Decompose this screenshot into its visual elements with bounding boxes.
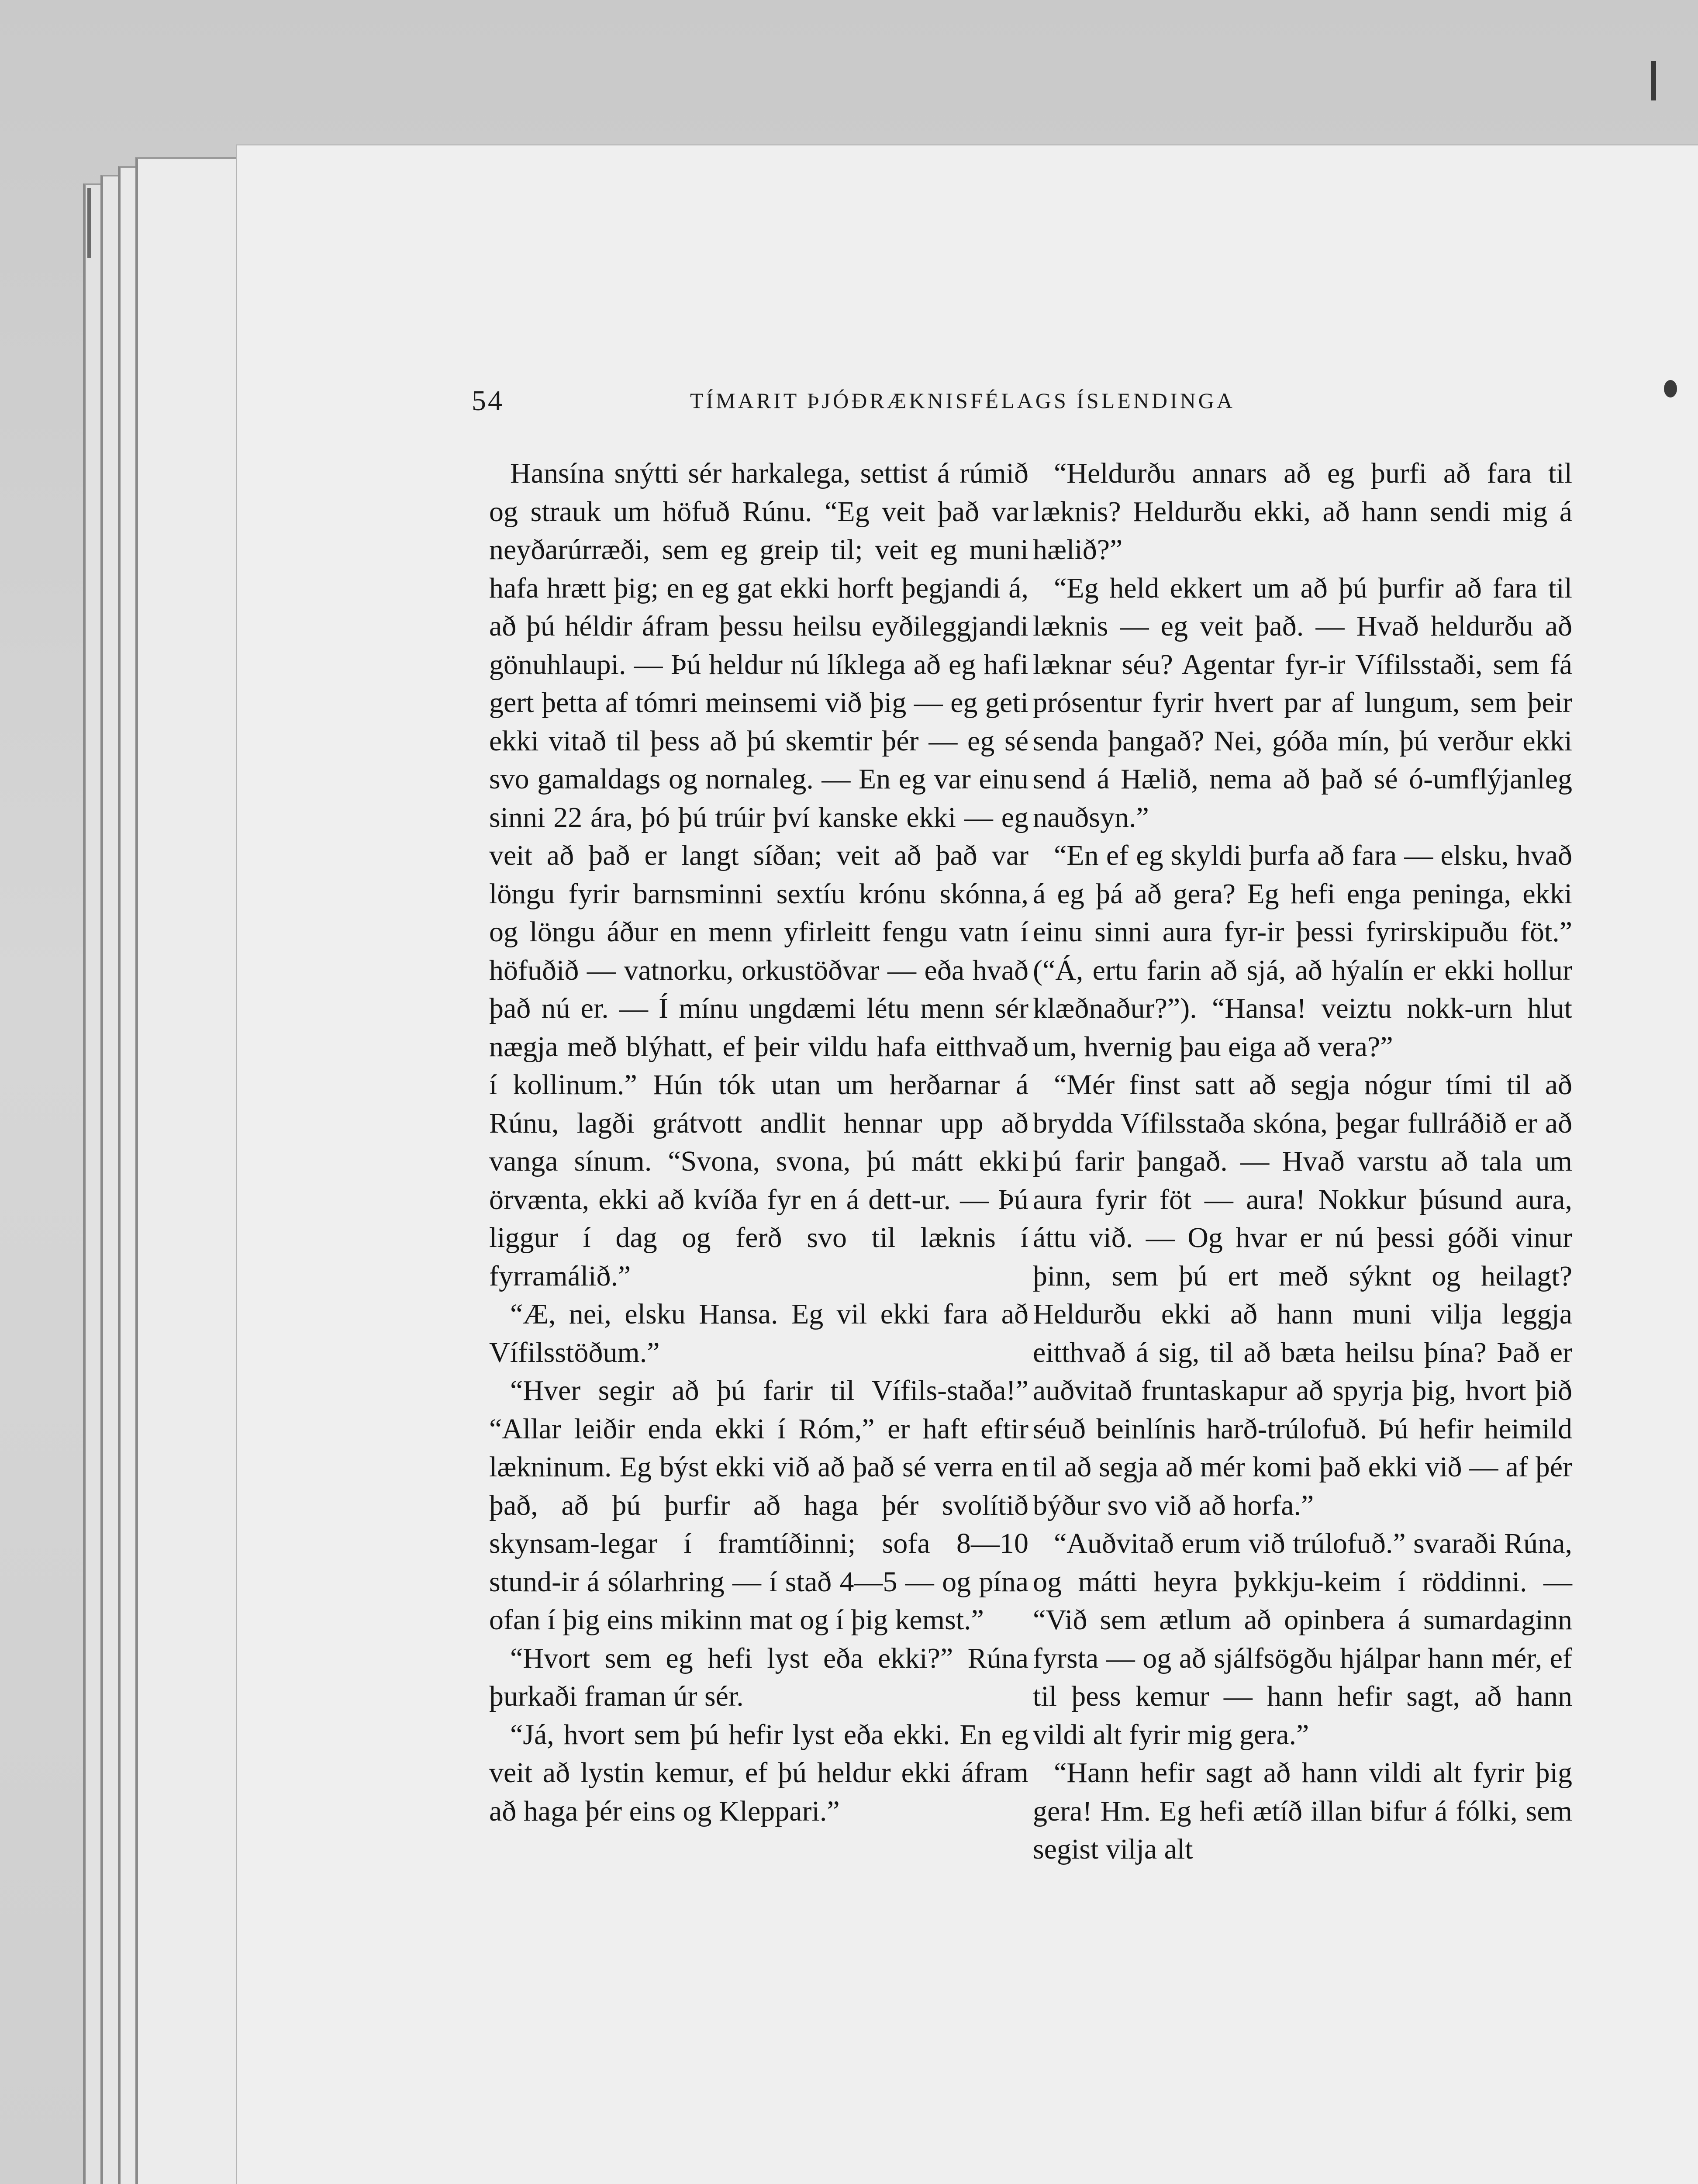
- paragraph: Hansína snýtti sér harkalega, settist á rúmið og strauk um höfuð Rúnu. “Eg veit það var neyðarúrræði, sem eg greip til; veit eg muni hafa hrætt þig; en eg gat ekki horft þegjandi á, að þú héldir áfram þessu heilsu eyðileggjandi gönuhlaupi. — Þú heldur nú líklega að eg hafi gert þetta af tómri meinsemi við þig — eg geti ekki vitað til þess að þú skemtir þér — eg sé svo gamaldags og nornaleg. — En eg var einu sinni 22 ára, þó þú trúir því kanske ekki — eg veit að það er langt síðan; veit að það var löngu fyrir barnsminni sextíu krónu skónna, og löngu áður en menn yfirleitt fengu vatn í höfuðið — vatnorku, orkustöðvar — eða hvað það nú er. — Í mínu ungdæmi létu menn sér nægja með blýhatt, ef þeir vildu hafa eitthvað í kollinum.” Hún tók utan um herðarnar á Rúnu, lagði grátvott andlit hennar upp að vanga sínum. “Svona, svona, þú mátt ekki örvænta, ekki að kvíða fyr en á dett-ur. — Þú liggur í dag og ferð svo til læknis í fyrramálið.”: [489, 457, 1028, 1292]
- right-column: [1033, 454, 1572, 1869]
- paragraph: “Já, hvort sem þú hefir lyst eða ekki. En eg veit að lystin kemur, ef þú heldur ekki áfram að haga þér eins og Kleppari.”: [489, 1718, 1028, 1827]
- film-artifact: [87, 188, 91, 258]
- page-number: 54: [472, 385, 504, 417]
- paragraph: “Hvort sem eg hefi lyst eða ekki?” Rúna þurkaði framan úr sér.: [489, 1642, 1028, 1712]
- paragraph: “Auðvitað erum við trúlofuð.” svaraði Rúna, og mátti heyra þykkju-keim í röddinni. — “Við sem ætlum að opinbera á sumardaginn fyrsta — og að sjálfsögðu hjálpar hann mér, ef til þess kemur — hann hefir sagt, að hann vildi alt fyrir mig gera.”: [1033, 1527, 1572, 1751]
- paragraph: “Hann hefir sagt að hann vildi alt fyrir þig gera! Hm. Eg hefi ætíð illan bifur á fólki, sem segist vilja alt: [1033, 1757, 1572, 1865]
- paragraph: “Hver segir að þú farir til Vífils-staða!” “Allar leiðir enda ekki í Róm,” er haft eftir lækninum. Eg býst ekki við að það sé verra en það, að þú þurfir að haga þér svolítið skynsam-legar í framtíðinni; sofa 8—10 stund-ir á sólarhring — í stað 4—5 — og pína ofan í þig eins mikinn mat og í þig kemst.”: [489, 1375, 1028, 1636]
- film-artifact: [1651, 61, 1656, 100]
- running-title: TÍMARIT ÞJÓÐRÆKNISFÉLAGS ÍSLENDINGA: [690, 388, 1236, 413]
- paragraph: “Eg held ekkert um að þú þurfir að fara til læknis — eg veit það. — Hvað heldurðu að læknar séu? Agentar fyr-ir Vífilsstaði, sem fá prósentur fyrir hvert par af lungum, sem þeir senda þangað? Nei, góða mín, þú verður ekki send á Hælið, nema að það sé ó-umflýjanleg nauðsyn.”: [1033, 572, 1572, 833]
- paragraph: “Æ, nei, elsku Hansa. Eg vil ekki fara að Vífilsstöðum.”: [489, 1298, 1028, 1368]
- paragraph: “En ef eg skyldi þurfa að fara — elsku, hvað á eg þá að gera? Eg hefi enga peninga, ekki einu sinni aura fyr-ir þessi fyrirskipuðu föt.” (“Á, ertu farin að sjá, að hýalín er ekki hollur klæðnaður?”). “Hansa! veiztu nokk-urn hlut um, hvernig þau eiga að vera?”: [1033, 840, 1572, 1063]
- left-column: [489, 454, 1028, 1830]
- page-header: [472, 384, 1677, 432]
- paragraph: “Heldurðu annars að eg þurfi að fara til læknis? Heldurðu ekki, að hann sendi mig á hælið?”: [1033, 457, 1572, 566]
- paragraph: “Mér finst satt að segja nógur tími til að brydda Vífilsstaða skóna, þegar fullráðið er að þú farir þangað. — Hvað varstu að tala um aura fyrir föt — aura! Nokkur þúsund aura, áttu við. — Og hvar er nú þessi góði vinur þinn, sem þú ert með sýknt og heilagt? Heldurðu ekki að hann muni vilja leggja eitthvað á sig, til að bæta heilsu þína? Það er auðvitað fruntaskapur að spyrja þig, hvort þið séuð beinlínis harð-trúlofuð. Þú hefir heimild til að segja að mér komi það ekki við — af þér býður svo við að horfa.”: [1033, 1069, 1572, 1521]
